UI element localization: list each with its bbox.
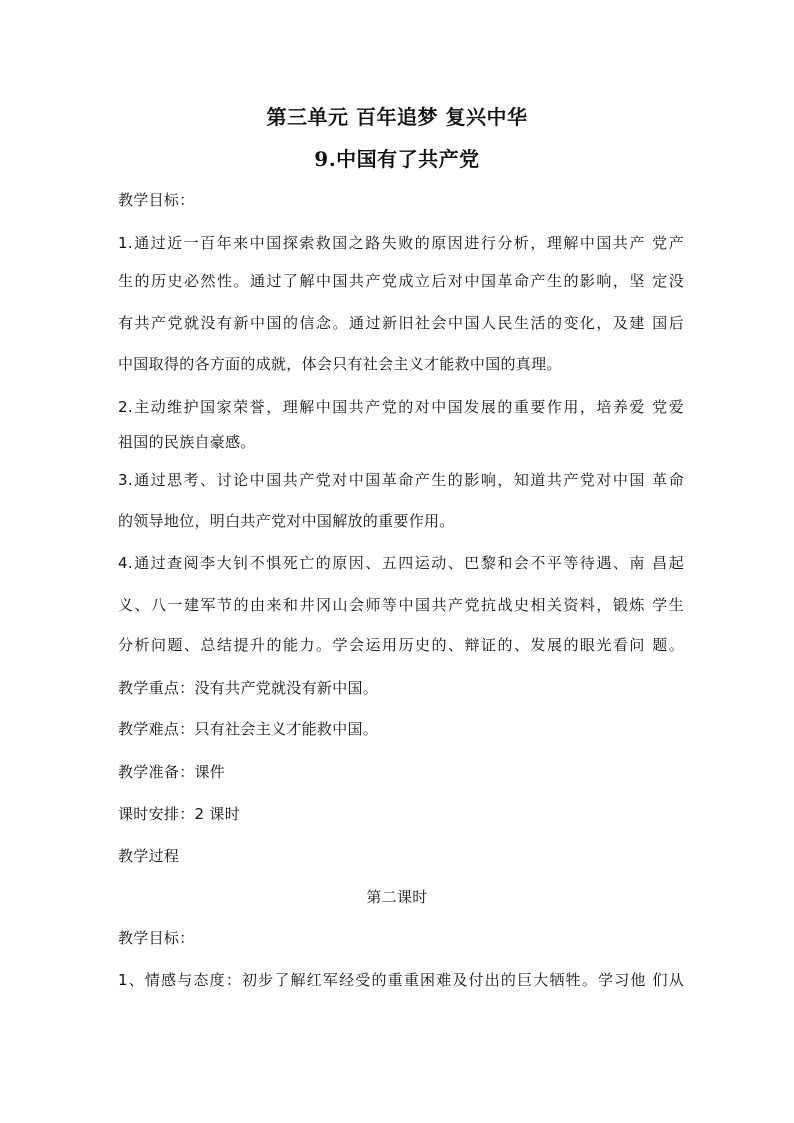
schedule: 课时安排：2 课时 [118,805,241,823]
process-heading: 教学过程 [118,847,180,865]
objective-1-line-2: 生的历史必然性。通过了解中国共产党成立后对中国革命产生的影响，坚 定没 [118,272,684,290]
unit-title: 第三单元 百年追梦 复兴中华 [266,105,528,129]
objective-3-line-2: 的领导地位，明白共产党对中国解放的重要作用。 [118,512,455,530]
objective-4-line-1: 4.通过查阅李大钊不惧死亡的原因、五四运动、巴黎和会不平等待遇、南 昌起 [118,554,684,572]
objectives-heading: 教学目标： [118,191,195,209]
objective-1-line-1: 1.通过近一百年来中国探索救国之路失败的原因进行分析，理解中国共产 党产 [118,234,684,252]
key-point: 教学重点：没有共产党就没有新中国。 [118,679,379,697]
objectives-heading-2: 教学目标： [118,929,195,947]
objective-3-line-1: 3.通过思考、讨论中国共产党对中国革命产生的影响，知道共产党对中国 革命 [118,471,684,489]
objective-2-1: 1、情感与态度：初步了解红军经受的重重困难及付出的巨大牺牲。学习他 们从 [118,971,684,989]
preparation: 教学准备：课件 [118,763,226,781]
objective-1-line-3: 有共产党就没有新中国的信念。通过新旧社会中国人民生活的变化，及建 国后 [118,314,684,332]
objective-2-line-2: 祖国的民族自豪感。 [118,433,256,451]
period-heading: 第二课时 [366,888,428,906]
lesson-title: 9.中国有了共产党 [314,147,480,171]
difficulty: 教学难点：只有社会主义才能救中国。 [118,720,379,738]
objective-4-line-3: 分析问题、总结提升的能力。学会运用历史的、辩证的、发展的眼光看问 题。 [118,636,684,654]
objective-4-line-2: 义、八一建军节的由来和井冈山会师等中国共产党抗战史相关资料，锻炼 学生 [118,596,684,614]
objective-1-line-4: 中国取得的各方面的成就，体会只有社会主义才能救中国的真理。 [118,355,562,373]
objective-2-line-1: 2.主动维护国家荣誉，理解中国共产党的对中国发展的重要作用，培养爱 党爱 [118,398,684,416]
